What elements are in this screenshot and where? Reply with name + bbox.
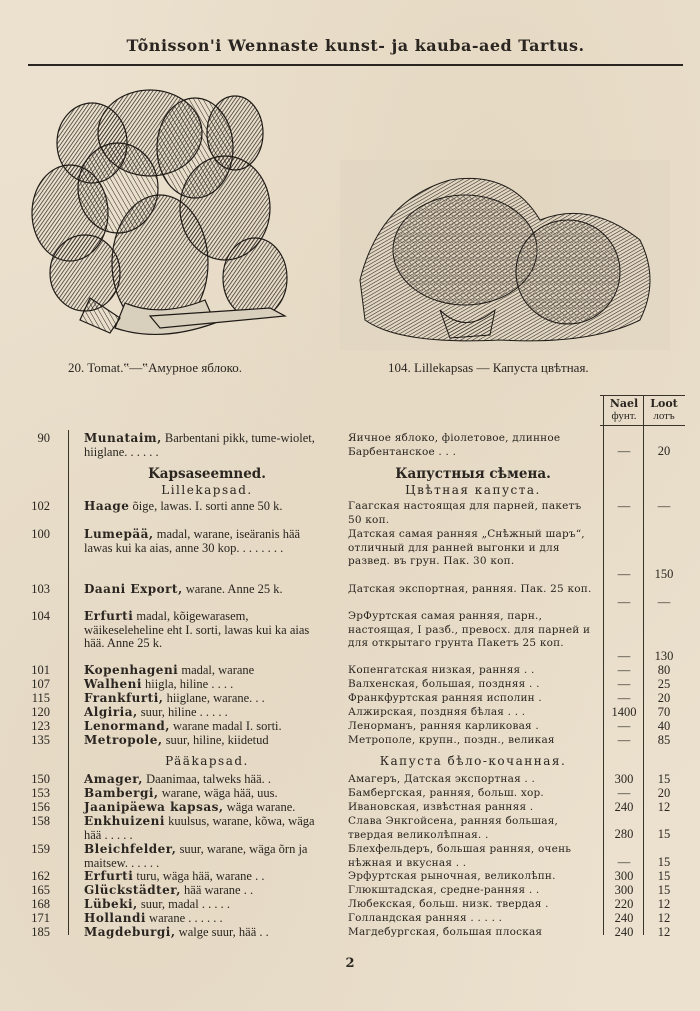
item-russian: Любекская, больш. низк. твердая . <box>348 898 549 910</box>
item-estonian <box>84 678 330 692</box>
item-number: 162 <box>31 869 50 883</box>
item-name: Bambergi, <box>84 786 159 800</box>
item-name: Magdeburgi, <box>84 925 176 939</box>
col-nael-label: Nael <box>609 397 639 410</box>
item-number: 102 <box>31 499 50 513</box>
price-loot: 15 <box>657 827 671 841</box>
col-funt-label: фунт. <box>611 410 637 422</box>
item-name: Haage <box>84 499 130 513</box>
item-estonian <box>84 664 330 678</box>
item-estonian <box>84 706 330 720</box>
item-russian: Эрфуртская рыночная, великолѣпн. <box>348 870 556 882</box>
item-estonian <box>84 843 330 870</box>
item-russian: Амагеръ, Датская экспортная . . <box>348 773 536 785</box>
item-number: 107 <box>31 677 50 691</box>
item-number: 90 <box>37 431 50 445</box>
item-russian: Франкфуртская ранняя исполин . <box>348 692 542 704</box>
cauliflower-illustration <box>340 160 670 350</box>
item-estonian <box>84 815 330 842</box>
price-loot: 12 <box>657 897 671 911</box>
item-estonian <box>84 884 330 898</box>
cauliflower-caption: 104. Lillekapsas — Капуста цвѣтная. <box>388 360 589 375</box>
item-name: Hollandi <box>84 911 146 925</box>
header-rule <box>28 64 683 66</box>
item-number: 101 <box>31 663 50 677</box>
item-name: Daani Export, <box>84 582 183 596</box>
item-desc: hiiglane, warane. . . <box>163 691 265 705</box>
item-desc: warane . . . . . . <box>145 911 223 925</box>
item-name: Erfurti <box>84 869 134 883</box>
item-desc: turu, wäga hää, warane . . <box>133 869 265 883</box>
price-nael: — <box>617 691 631 705</box>
item-estonian <box>84 583 330 597</box>
item-number: 168 <box>31 897 50 911</box>
item-desc: madal, kõigewarasem, wäikeseleheline eht I. sorti, lawas kui ka aias hää. Anne 25 k. <box>84 609 310 650</box>
price-nael: 240 <box>614 925 634 939</box>
price-nael: 300 <box>614 883 634 897</box>
item-estonian <box>84 720 330 734</box>
price-loot: 40 <box>657 719 671 733</box>
item-number: 165 <box>31 883 50 897</box>
price-loot: 15 <box>657 883 671 897</box>
item-russian: Датская самая ранняя „Снѣжный шаръ“, отличный для ранней выгонки и для развед. въ грун. Пак. 30 коп. <box>348 528 585 567</box>
col-divider-1 <box>603 395 604 935</box>
price-nael: — <box>617 444 631 458</box>
item-estonian <box>84 432 330 459</box>
item-number: 120 <box>31 705 50 719</box>
price-loot: 150 <box>654 567 674 581</box>
tomato-caption: 20. Tomat.‟—‟Амурное яблоко. <box>68 360 242 375</box>
item-name: Glückstädter, <box>84 883 181 897</box>
col-loot-label: Loot <box>650 397 678 410</box>
item-russian: Глюкштадская, средне-ранняя . . <box>348 884 540 896</box>
item-desc: walge suur, hää . . <box>175 925 269 939</box>
col-loot-header <box>645 398 683 422</box>
item-russian: Магдебургская, большая плоская <box>348 926 543 938</box>
item-name: Jaanipäewa kapsas, <box>84 800 224 814</box>
price-loot: 85 <box>657 733 671 747</box>
item-estonian <box>84 898 330 912</box>
price-nael: 300 <box>614 869 634 883</box>
item-name: Munataim, <box>84 431 162 445</box>
item-russian: Валхенская, большая, поздняя . . <box>348 678 540 690</box>
tomato-illustration <box>30 88 295 353</box>
item-number: 150 <box>31 772 50 786</box>
price-nael: — <box>617 499 631 513</box>
item-estonian <box>84 787 330 801</box>
col-nael-header <box>606 398 642 422</box>
item-name: Amager, <box>84 772 143 786</box>
item-desc: Daanimaa, talweks hää. . <box>142 772 272 786</box>
item-estonian <box>84 801 330 815</box>
item-russian: Метрополе, крупн., поздн., великая <box>348 734 555 746</box>
item-name: Metropole, <box>84 733 163 747</box>
item-russian: Яичное яблоко, фіолетовое, длинное Барбентанское . . . <box>348 432 561 458</box>
price-nael: 240 <box>614 800 634 814</box>
item-estonian <box>84 773 330 787</box>
item-desc: warane. Anne 25 k. <box>182 582 283 596</box>
price-loot: — <box>657 499 671 513</box>
price-loot: 15 <box>657 869 671 883</box>
item-desc: suur, hiline . . . . . <box>137 705 228 719</box>
price-loot: 25 <box>657 677 671 691</box>
item-russian: Ивановская, извѣстная ранняя . <box>348 801 534 813</box>
price-nael: — <box>617 663 631 677</box>
item-russian: Блехфельдеръ, большая ранняя, очень нѣжная и вкусная . . <box>348 843 572 869</box>
item-name: Frankfurti, <box>84 691 164 705</box>
item-russian: Копенгатская низкая, ранняя . . <box>348 664 535 676</box>
item-desc: warane, wäga hää, uus. <box>158 786 278 800</box>
item-desc: madal, warane <box>178 663 255 677</box>
price-nael: 280 <box>614 827 634 841</box>
item-estonian <box>84 912 330 926</box>
item-russian: Слава Энкгойсена, ранняя большая, твердая великолѣпная. . <box>348 815 559 841</box>
page-header: Tõnisson'i Wennaste kunst- ja kauba-aed Tartus. <box>126 36 585 55</box>
item-russian: Бамбергская, ранняя, больш. хор. <box>348 787 544 799</box>
item-estonian <box>84 926 330 940</box>
num-divider <box>68 430 69 935</box>
item-desc: suur, madal . . . . . <box>137 897 230 911</box>
subsection-rus: Цвѣтная капуста. <box>405 483 541 497</box>
price-loot: 130 <box>654 649 674 663</box>
item-name: Enkhuizeni <box>84 814 165 828</box>
price-loot: 12 <box>657 925 671 939</box>
item-name: Bleichfelder, <box>84 842 177 856</box>
item-estonian <box>84 734 330 748</box>
price-nael: — <box>617 733 631 747</box>
item-number: 171 <box>31 911 50 925</box>
item-name: Lenormand, <box>84 719 170 733</box>
item-estonian <box>84 528 330 555</box>
item-desc: kuulsus, warane, kõwa, wäga hää . . . . . <box>84 814 315 842</box>
item-desc: warane madal I. sorti. <box>169 719 282 733</box>
item-number: 100 <box>31 527 50 541</box>
item-name: Lumepää, <box>84 527 154 541</box>
price-nael: 220 <box>614 897 634 911</box>
item-estonian <box>84 692 330 706</box>
item-number: 153 <box>31 786 50 800</box>
price-nael: 300 <box>614 772 634 786</box>
item-desc: madal, warane, iseäranis hää lawas kui ka aias, anne 30 kop. . . . . . . . <box>84 527 301 555</box>
price-loot: 20 <box>657 444 671 458</box>
price-loot: 15 <box>657 772 671 786</box>
item-desc: Barbentani pikk, tume-wiolet, hiiglane. . . . . . <box>84 431 315 459</box>
price-loot: — <box>657 595 671 609</box>
item-number: 104 <box>31 609 50 623</box>
section-title-rus: Капустныя сѣмена. <box>395 466 551 482</box>
price-nael: — <box>617 649 631 663</box>
price-nael: — <box>617 567 631 581</box>
item-name: Kopenhageni <box>84 663 179 677</box>
item-desc: suur, hiline, kiidetud <box>162 733 269 747</box>
item-desc: hiigla, hiline . . . . <box>141 677 234 691</box>
item-number: 159 <box>31 842 50 856</box>
price-nael: 240 <box>614 911 634 925</box>
subsection-rus: Капуста бѣло-кочанная. <box>379 754 567 768</box>
item-desc: õige, lawas. I. sorti anne 50 k. <box>129 499 283 513</box>
item-name: Erfurti <box>84 609 134 623</box>
price-loot: 12 <box>657 911 671 925</box>
item-number: 103 <box>31 582 50 596</box>
price-loot: 70 <box>657 705 671 719</box>
price-nael: — <box>617 719 631 733</box>
item-number: 123 <box>31 719 50 733</box>
section-title-est: Kapsaseemned. <box>148 466 266 482</box>
item-desc: wäga warane. <box>223 800 296 814</box>
item-desc: hää warane . . <box>180 883 254 897</box>
price-loot: 20 <box>657 691 671 705</box>
col-divider-2 <box>643 395 644 935</box>
subsection-est: Lillekapsad. <box>161 483 253 497</box>
item-number: 135 <box>31 733 50 747</box>
item-russian: Алжирская, поздняя бѣлая . . . <box>348 706 526 718</box>
item-russian: Голландская ранняя . . . . . <box>348 912 503 924</box>
item-russian: Датская экспортная, ранняя. Пак. 25 коп. <box>348 583 592 595</box>
item-russian: Ленорманъ, ранняя карликовая . <box>348 720 539 732</box>
price-nael: — <box>617 677 631 691</box>
price-nael: — <box>617 855 631 869</box>
price-loot: 12 <box>657 800 671 814</box>
item-russian: Гаагская настоящая для парней, пакетъ 50 коп. <box>348 500 582 526</box>
item-name: Algiria, <box>84 705 138 719</box>
item-name: Walheni <box>84 677 142 691</box>
item-number: 158 <box>31 814 50 828</box>
item-estonian <box>84 870 330 884</box>
price-loot: 20 <box>657 786 671 800</box>
item-number: 156 <box>31 800 50 814</box>
item-russian: ЭрФуртская самая ранняя, парн., настоящая, I разб., превосх. для парней и для открытаго грунта Пакетъ 25 коп. <box>348 610 591 649</box>
page-number: 2 <box>345 956 355 971</box>
item-estonian <box>84 500 330 514</box>
item-desc: suur, warane, wäga õrn ja maitsew. . . . . . <box>84 842 308 870</box>
price-nael: — <box>617 595 631 609</box>
price-nael: — <box>617 786 631 800</box>
price-loot: 15 <box>657 855 671 869</box>
item-estonian <box>84 610 330 651</box>
item-number: 115 <box>31 691 50 705</box>
subsection-est: Pääkapsad. <box>165 754 249 768</box>
price-loot: 80 <box>657 663 671 677</box>
item-number: 185 <box>31 925 50 939</box>
item-name: Lübeki, <box>84 897 138 911</box>
price-nael: 1400 <box>611 705 637 719</box>
col-lot-label: лотъ <box>653 410 675 422</box>
